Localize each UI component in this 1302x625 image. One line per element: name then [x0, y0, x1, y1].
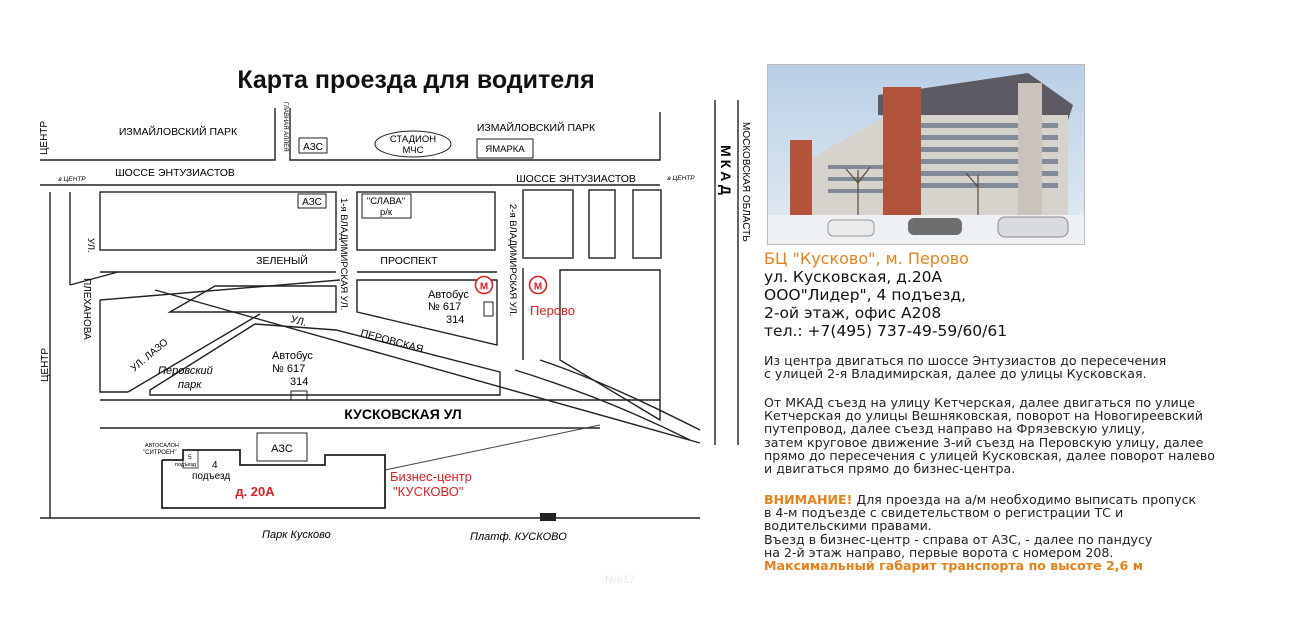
building-photo [767, 64, 1085, 245]
max-height-note: Максимальный габарит транспорта по высоте 2,6 м [764, 558, 1143, 574]
bus-stop-a-2: № 617 [428, 301, 462, 313]
entrance-4-label: подъезд [192, 471, 231, 482]
street-v-centr-right: в ЦЕНТР [667, 175, 695, 182]
phone-line: тел.: +7(495) 737-49-59/60/61 [764, 322, 1008, 340]
route-line: Кетчерская до улицы Вешняковская, поворот на Новогиреевский [764, 408, 1203, 424]
street-ul-left: УЛ. [85, 238, 96, 253]
attention-line: на 2-й этаж направо, первые ворота с номером 208. [764, 544, 1114, 560]
street-kuskovskaya: КУСКОВСКАЯ УЛ [344, 406, 462, 422]
street-centr-bottom: ЦЕНТР [40, 347, 51, 382]
street-vladimirskaya-2: 2-я ВЛАДИМИРСКАЯ УЛ. [507, 204, 518, 317]
slava-label-1: "СЛАВА" [366, 196, 406, 207]
street-prospekt: ПРОСПЕКТ [380, 255, 438, 267]
street-lazo: УЛ. ЛАЗО [128, 336, 171, 375]
stadion-label-1: СТАДИОН [389, 134, 437, 145]
address-block [764, 268, 1007, 340]
route-line: прямо до пересечения с улицей Кусковская, далее поворот налево [764, 447, 1215, 463]
entrance-5-number: 5 [188, 454, 192, 461]
route-from-center [764, 354, 1274, 380]
faint-bottom-text: №617 [605, 574, 636, 586]
business-center-label-2: "КУСКОВО" [393, 484, 464, 499]
platform-marker [540, 513, 556, 521]
route-line: Из центра двигаться по шоссе Энтузиастов до пересечения [764, 353, 1167, 368]
azs-label-3: АЗС [271, 443, 293, 455]
address-line: ул. Кусковская, д.20А [764, 268, 943, 286]
street-zeleny: ЗЕЛЕНЫЙ [256, 255, 308, 267]
metro-perovo-label: Перово [530, 303, 576, 318]
park-kuskovo-label: Парк Кусково [262, 529, 331, 541]
route-line: От МКАД съезд на улицу Кетчерская, далее двигаться по улице [764, 395, 1196, 410]
bus-stop-b-2: № 617 [272, 363, 306, 375]
metro-letter-1: М [479, 281, 489, 293]
route-line: и двигаться прямо до бизнес-центра. [764, 461, 1016, 477]
route-line: с улицей 2-я Владимирская, далее до улицы Кусковская. [764, 366, 1147, 382]
route-line: затем круговое движение 3-ий съезд на Перовскую улицу, далее [764, 434, 1204, 450]
street-plekhanova: ПЛЕХАНОВА [81, 278, 92, 340]
info-heading-text: БЦ "Кусково", м. Перово [764, 249, 969, 268]
street-mkad: МКАД [718, 145, 734, 198]
street-v-centr-left: в ЦЕНТР [58, 176, 86, 183]
azs-label-2: АЗС [302, 197, 322, 208]
perovsky-park-label-2: парк [178, 379, 202, 391]
street-vladimirskaya-1: 1-я ВЛАДИМИРСКАЯ УЛ. [338, 198, 349, 311]
attention-line: водительскими правами. [764, 518, 932, 534]
attention-line: Въезд в бизнес-центр - справа от АЗС, - далее по пандусу [764, 531, 1153, 547]
street-centr-top: ЦЕНТР [39, 120, 50, 155]
entrance-5-label: подъезд [175, 462, 196, 468]
avtosalon-label-1: АВТОСАЛОН [145, 443, 179, 449]
route-line: путепровод, далее съезд направо на Фрязевскую улицу, [764, 421, 1146, 437]
bus-stop-a-1: Автобус [428, 289, 469, 301]
business-center-label-1: Бизнес-центр [390, 469, 472, 484]
attention-line: в 4-м подъезде с свидетельством о регистрации ТС и [764, 505, 1124, 521]
bus-stop-b-3: 314 [290, 376, 309, 388]
street-mosk-obl: МОСКОВСКАЯ ОБЛАСТЬ [740, 122, 751, 242]
perovsky-park-label-1: Перовский [158, 365, 213, 377]
metro-letter-2: М [533, 281, 543, 293]
pointer-line [385, 425, 600, 470]
street-glavnaya-alleya: ГЛАВНАЯ АЛЛЕЯ [282, 102, 288, 152]
entrance-4-number: 4 [212, 460, 218, 471]
street-shosse-left: ШОССЕ ЭНТУЗИАСТОВ [115, 167, 235, 179]
attention-block [764, 493, 1274, 572]
avtosalon-label-2: "СИТРОЕН" [143, 450, 177, 456]
bus-stop-a-marker [484, 302, 493, 316]
house-number: д. 20А [235, 484, 275, 499]
attention-text: Для проезда на а/м необходимо выписать пропуск [852, 492, 1197, 507]
street-perovskaya-ul: УЛ. [289, 313, 308, 330]
slava-label-2: р/к [379, 207, 393, 218]
info-heading [764, 249, 969, 268]
stadion-label-2: МЧС [402, 145, 424, 156]
route-from-mkad [764, 396, 1274, 475]
address-line: 2-ой этаж, офис А208 [764, 304, 942, 322]
yarmarka-label: ЯМАРКА [485, 144, 525, 155]
street-shosse-right: ШОССЕ ЭНТУЗИАСТОВ [516, 173, 636, 185]
bus-stop-a-3: 314 [446, 314, 465, 326]
map-title: Карта проезда для водителя [237, 66, 595, 94]
azs-label-1: АЗС [303, 142, 323, 153]
platform-label: Платф. КУСКОВО [470, 531, 567, 543]
bus-stop-b-1: Автобус [272, 350, 313, 362]
street-perovskaya: ПЕРОВСКАЯ [359, 327, 425, 356]
address-line: ООО"Лидер", 4 подъезд, [764, 286, 967, 304]
attention-label: ВНИМАНИЕ! [764, 492, 853, 507]
street-izm-park-right: ИЗМАЙЛОВСКИЙ ПАРК [476, 122, 596, 134]
street-izm-park-left: ИЗМАЙЛОВСКИЙ ПАРК [118, 126, 238, 138]
